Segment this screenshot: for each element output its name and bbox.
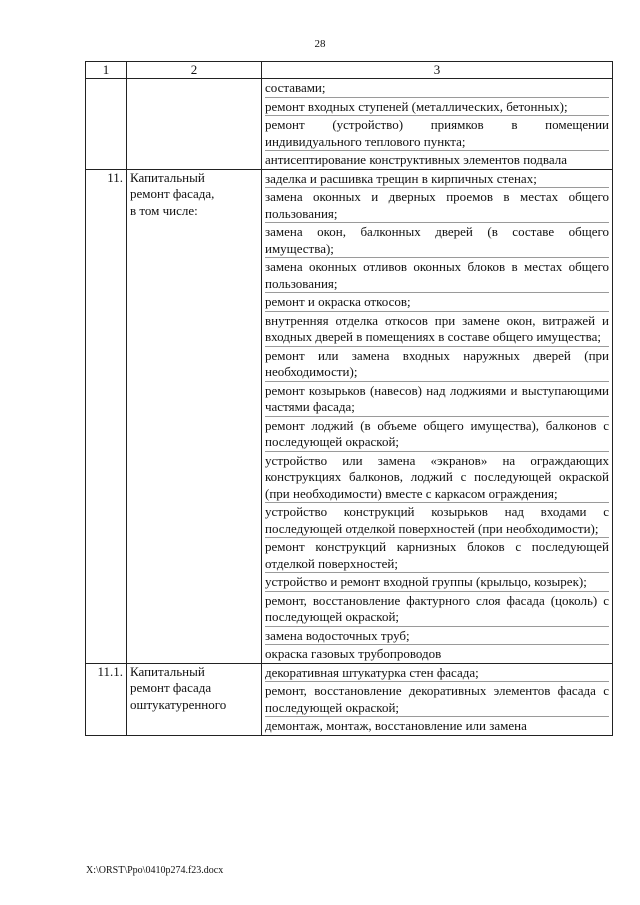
table-row <box>86 169 613 663</box>
work-item: ремонт, восстановление декоративных элементов фасада с последующей окраской; <box>265 683 609 715</box>
work-category-name <box>127 169 262 663</box>
work-item: ремонт входных ступеней (металлических, бетонных); <box>265 97 609 116</box>
column-header: 1 <box>86 62 127 79</box>
work-item: устройство и ремонт входной группы (крыльцо, козырек); <box>265 572 609 591</box>
work-item: устройство или замена «экранов» на ограждающих конструкциях балконов, лоджий с последующей окраской (при необходимости) вместе с каркасом ограждения; <box>265 452 609 501</box>
table-header-row <box>86 62 613 79</box>
work-category-name-line: Капитальный <box>130 169 205 185</box>
item-number: 11.1. <box>86 663 127 735</box>
works-table <box>85 61 613 736</box>
file-path-footer: X:\ORST\Ppo\0410p274.f23.docx <box>86 865 224 876</box>
work-item: составами; <box>265 80 326 95</box>
work-item: замена водосточных труб; <box>265 626 609 645</box>
page-number: 28 <box>314 38 326 50</box>
column-header: 2 <box>127 62 262 79</box>
work-category-name <box>127 663 262 735</box>
work-item: замена оконных отливов оконных блоков в местах общего пользования; <box>265 259 609 291</box>
work-item: ремонт конструкций карнизных блоков с последующей отделкой поверхностей; <box>265 539 609 571</box>
work-items-cell <box>262 79 613 170</box>
work-items-cell <box>262 663 613 735</box>
work-item: ремонт или замена входных наружных дверей (при необходимости); <box>265 347 609 379</box>
table-row <box>86 79 613 170</box>
work-item: ремонт и окраска откосов; <box>265 292 609 311</box>
column-header: 3 <box>262 62 613 79</box>
item-number: 11. <box>86 169 127 663</box>
work-category-name-line: в том числе: <box>130 202 198 218</box>
work-items-cell <box>262 169 613 663</box>
item-number <box>86 79 127 170</box>
work-item: антисептирование конструктивных элементов подвала <box>265 150 609 169</box>
work-category-name-line: ремонт фасада, <box>130 186 215 201</box>
work-item: замена окон, балконных дверей (в составе общего имущества); <box>265 224 609 256</box>
work-item: ремонт козырьков (навесов) над лоджиями и выступающими частями фасада; <box>265 382 609 414</box>
work-category-name-line: оштукатуренного <box>130 696 227 712</box>
work-item: устройство конструкций козырьков над входами с последующей отделкой поверхностей (при необходимости); <box>265 504 609 536</box>
work-item: внутренняя отделка откосов при замене окон, витражей и входных дверей в помещениях в составе общего имущества; <box>265 312 609 344</box>
work-item: декоративная штукатурка стен фасада; <box>265 664 479 680</box>
work-item: демонтаж, монтаж, восстановление или замена <box>265 716 609 735</box>
work-category-name-line: ремонт фасада <box>130 680 212 695</box>
work-item: ремонт, восстановление фактурного слоя фасада (цоколь) с последующей окраской; <box>265 592 609 624</box>
work-category-name-line: Капитальный <box>130 663 205 679</box>
table-row <box>86 663 613 735</box>
work-item: заделка и расшивка трещин в кирпичных стенах; <box>265 170 537 186</box>
work-item: ремонт (устройство) приямков в помещении индивидуального теплового пункта; <box>265 117 609 149</box>
work-item: окраска газовых трубопроводов <box>265 644 609 663</box>
work-item: замена оконных и дверных проемов в местах общего пользования; <box>265 189 609 221</box>
work-item: ремонт лоджий (в объеме общего имущества), балконов с последующей окраской; <box>265 417 609 449</box>
work-category-name <box>127 79 262 170</box>
